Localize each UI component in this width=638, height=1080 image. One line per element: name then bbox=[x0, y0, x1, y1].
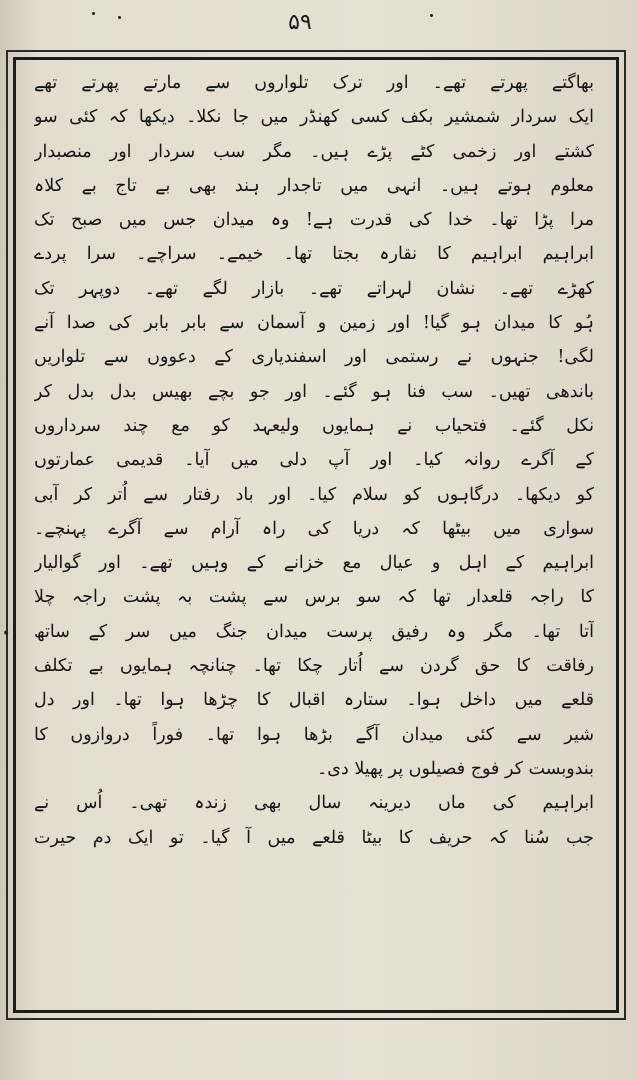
ink-speck bbox=[92, 12, 95, 15]
text-line: باندھی تھیں۔ سب فنا ہو گئے۔ اور جو بچے بھیس بدل بدل کر bbox=[34, 381, 594, 402]
text-line: کے آگرے روانہ کیا۔ اور آپ دلی میں آیا۔ قدیمی عمارتوں bbox=[34, 450, 594, 471]
text-line: معلوم ہوتے ہیں۔ انہی میں تاجدار ہند بھی بے تاج بے کلاہ bbox=[34, 175, 594, 196]
text-line: مرا پڑا تھا۔ خدا کی قدرت ہے! وہ میدان جس میں صبح تک bbox=[34, 210, 594, 231]
text-line: کا راجہ قلعدار تھا کہ سو برس سے پشت بہ پشت راجہ چلا bbox=[34, 587, 594, 608]
text-line: لگی! جنہوں نے رستمی اور اسفندیاری کے دعووں سے تلواریں bbox=[34, 347, 594, 368]
text-line: سواری میں بیٹھا کہ دریا کی راہ آرام سے آگرے پہنچے۔ bbox=[34, 518, 594, 539]
text-line: ہُو کا میدان ہو گیا! اور زمین و آسمان سے بابر بابر کی صدا آنے bbox=[34, 313, 594, 334]
text-line: رفاقت کا حق گردن سے اُتار چکا تھا۔ چنانچہ ہمایوں بے تکلف bbox=[34, 656, 594, 677]
text-line: ابراہیم کی ماں دیرینہ سال بھی زندہ تھی۔ اُس نے bbox=[34, 793, 594, 814]
margin-mark: • bbox=[2, 626, 11, 642]
text-line: کو دیکھا۔ درگاہوں کو سلام کیا۔ اور باد رفتار سے اُتر کر آبی bbox=[34, 484, 594, 505]
text-line: قلعے میں داخل ہوا۔ ستارہ اقبال کا چڑھا ہوا تھا۔ اور دل bbox=[34, 690, 594, 711]
text-line: ایک سردار شمشیر بکف کسی کھنڈر میں جا نکلا۔ دیکھا کہ کئی سو bbox=[34, 107, 594, 128]
text-line: کشتے اور زخمی کٹے پڑے ہیں۔ مگر سب سردار اور منصبدار bbox=[34, 141, 594, 162]
text-line: شیر سے کئی میدان آگے بڑھا ہوا تھا۔ فوراً دروازوں کا bbox=[34, 724, 594, 745]
text-line: بھاگتے پھرتے تھے۔ اور ترک تلواروں سے مارتے پھرتے تھے bbox=[34, 73, 594, 93]
text-line: نکل گئے۔ فتحیاب نے ہمایوں ولیعہد کو مع چند سرداروں bbox=[34, 415, 594, 436]
text-line: کھڑے تھے۔ نشان لہراتے تھے۔ بازار لگے تھے۔ دوپہر تک bbox=[34, 278, 594, 299]
text-line: بندوبست کر فوج فصیلوں پر پھیلا دی۔ bbox=[317, 758, 594, 779]
page-number: ۵۹ bbox=[288, 10, 312, 35]
urdu-text-body bbox=[22, 66, 610, 996]
text-line: ابراہیم ابراہیم کا نقارہ بجتا تھا۔ خیمے۔ سراچے۔ سرا پردے bbox=[34, 244, 594, 265]
text-line: جب سُنا کہ حریف کا بیٹا قلعے میں آ گیا۔ تو ایک دم حیرت bbox=[34, 827, 594, 848]
ink-speck bbox=[430, 14, 433, 17]
ink-speck bbox=[118, 16, 121, 19]
text-line: آتا تھا۔ مگر وہ رفیق پرست میدان جنگ میں سر کے ساتھ bbox=[34, 621, 594, 642]
text-line: ابراہیم کے اہل و عیال مع خزانے کے وہیں تھے۔ اور گوالیار bbox=[34, 553, 594, 574]
